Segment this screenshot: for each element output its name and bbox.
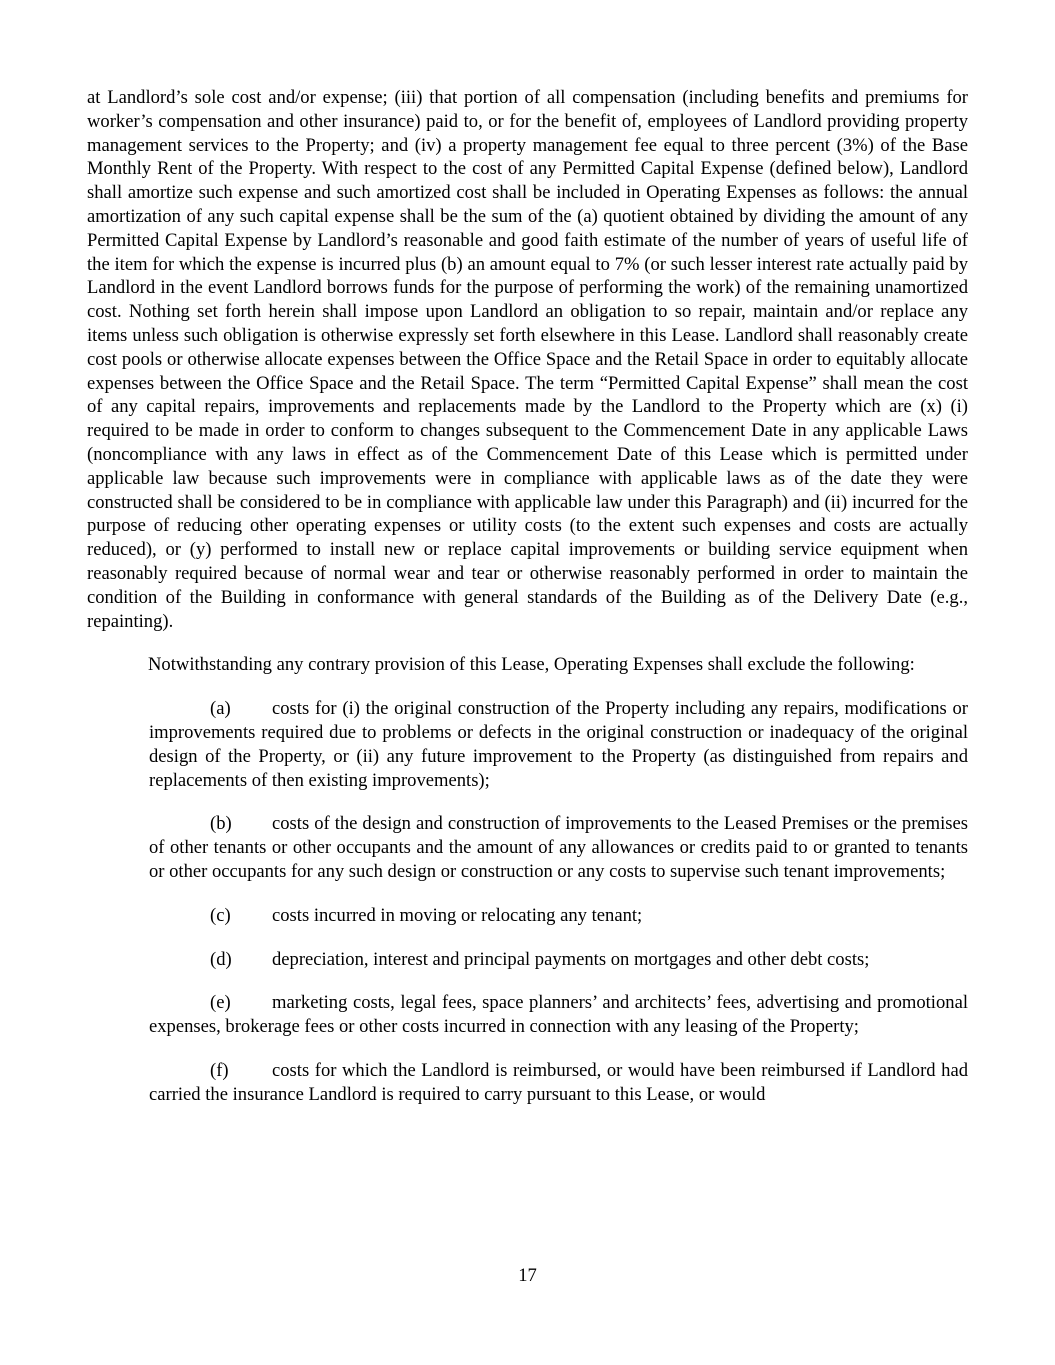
exclusion-text: costs for which the Landlord is reimbursed, or would have been reimbursed if Landlord had carried the insurance Landlord is required to carry pursuant to this Lease, or would	[149, 1059, 968, 1105]
exclusion-label: (e)	[210, 992, 231, 1014]
exclusion-text: depreciation, interest and principal payments on mortgages and other debt costs;	[272, 948, 870, 970]
exclusion-item-a	[149, 697, 968, 792]
exclusion-item-d	[149, 948, 968, 972]
exclusion-item-f	[149, 1059, 968, 1107]
exclusion-label: (f)	[210, 1059, 229, 1081]
exclusion-item-c	[149, 904, 968, 928]
document-body	[87, 86, 968, 1126]
exclusion-text: costs incurred in moving or relocating any tenant;	[272, 904, 643, 926]
exclusion-item-e	[149, 991, 968, 1039]
exclusion-label: (c)	[210, 904, 231, 926]
exclusions-intro-paragraph: Notwithstanding any contrary provision of this Lease, Operating Expenses shall exclude the following:	[148, 654, 915, 676]
exclusion-label: (b)	[210, 813, 232, 835]
exclusion-text: marketing costs, legal fees, space planners’ and architects’ fees, advertising and promotional expenses, brokerage fees or other costs incurred in connection with any leasing of the Property;	[149, 992, 968, 1038]
exclusion-text: costs for (i) the original construction of the Property including any repairs, modifications or improvements required due to problems or defects in the original construction or inadequacy of the original design of the Property, or (ii) any future improvement to the Property (as distinguished from repairs and replacements of then existing improvements);	[149, 698, 968, 791]
exclusion-item-b	[149, 812, 968, 883]
page-number: 17	[518, 1265, 537, 1286]
exclusion-label: (d)	[210, 948, 232, 970]
exclusion-text: costs of the design and construction of improvements to the Leased Premises or the premises of other tenants or other occupants and the amount of any allowances or credits paid to or granted to tenants or other occupants for any such design or construction or any costs to supervise such tenant improvements;	[149, 813, 968, 882]
exclusion-label: (a)	[210, 698, 231, 720]
continuation-paragraph: at Landlord’s sole cost and/or expense; (iii) that portion of all compensation (including benefits and premiums for worker’s compensation and other insurance) paid to, or for the benefit of, employees of Landlord providing property management services to the Property; and (iv) a property management fee equal to three percent (3%) of the Base Monthly Rent of the Property. With respect to the cost of any Permitted Capital Expense (defined below), Landlord shall amortize such expense and such amortized cost shall be included in Operating Expenses as follows: the annual amortization of any such capital expense shall be the sum of the (a) quotient obtained by dividing the amount of any Permitted Capital Expense by Landlord’s reasonable and good faith estimate of the number of years of useful life of the item for which the expense is incurred plus (b) an amount equal to 7% (or such lesser interest rate actually paid by Landlord in the event Landlord borrows funds for the purpose of performing the work) of the remaining unamortized cost. Nothing set forth herein shall impose upon Landlord an obligation to so repair, maintain and/or replace any items unless such obligation is otherwise expressly set forth elsewhere in this Lease. Landlord shall reasonably create cost pools or otherwise allocate expenses between the Office Space and the Retail Space in order to equitably allocate expenses between the Office Space and the Retail Space. The term “Permitted Capital Expense” shall mean the cost of any capital repairs, improvements and replacements made by the Landlord to the Property which are (x) (i) required to be made in order to conform to changes subsequent to the Commencement Date in any applicable Laws (noncompliance with any laws in effect as of the Commencement Date of this Lease which is permitted under applicable law because such improvements were in compliance with applicable laws as of the date they were constructed shall be considered to be in compliance with applicable law under this Paragraph) and (ii) incurred for the purpose of reducing other operating expenses or utility costs (to the extent such expenses and costs are actually reduced), or (y) performed to install new or replace capital improvements or building service equipment when reasonably required because of normal wear and tear or otherwise reasonably performed in order to maintain the condition of the Building in conformance with general standards of the Building as of the Delivery Date (e.g., repainting).	[87, 87, 968, 632]
